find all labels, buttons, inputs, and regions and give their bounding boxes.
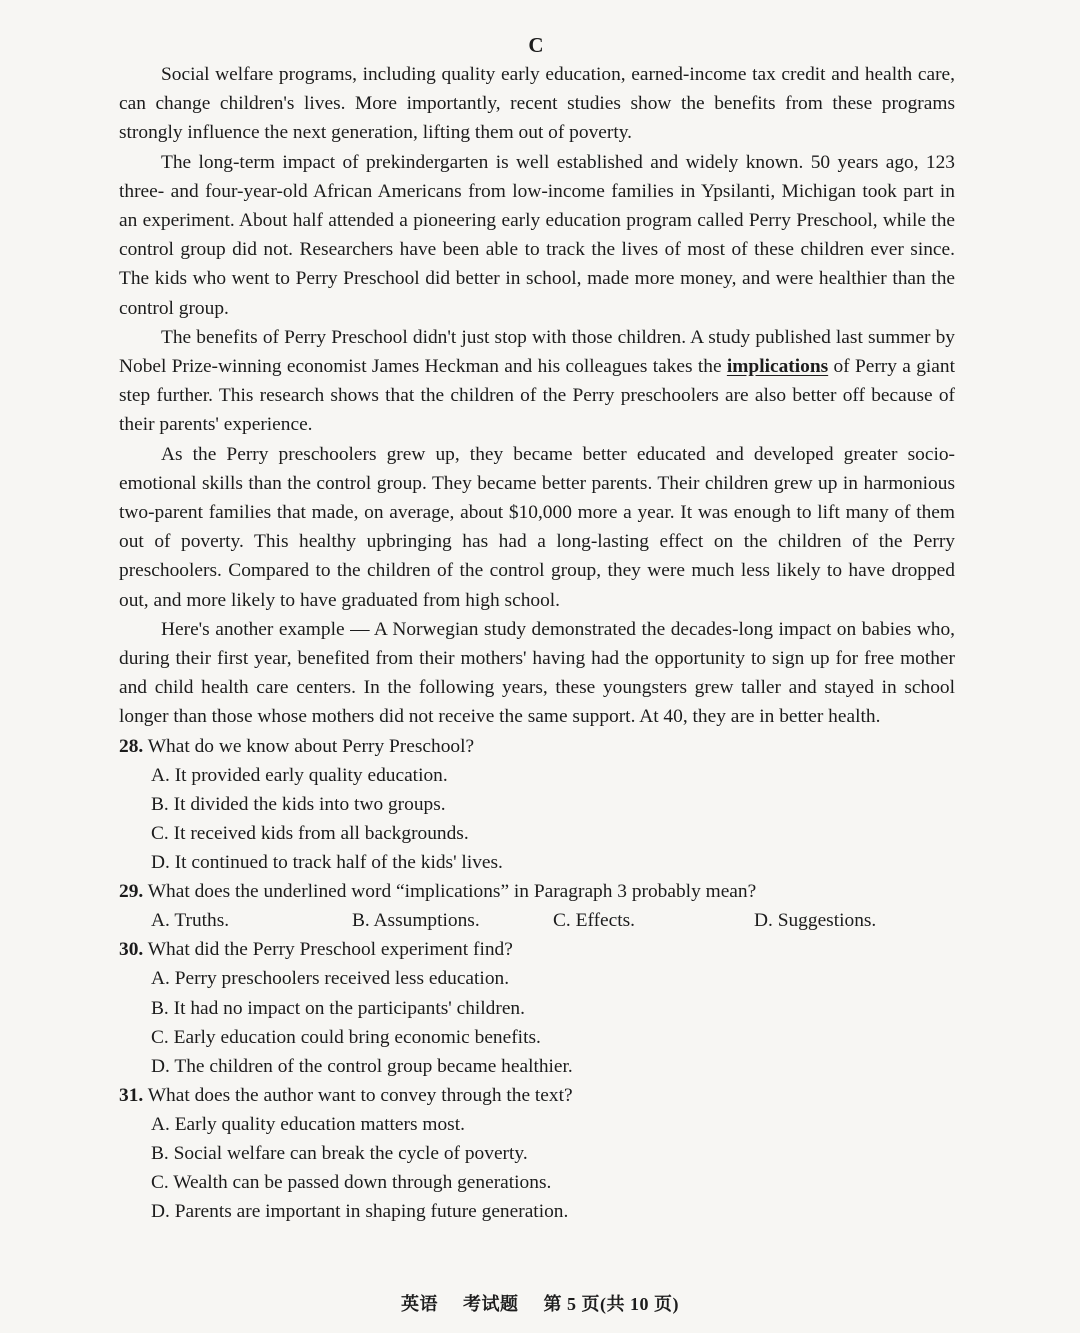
question-stem xyxy=(119,732,955,761)
reading-passage xyxy=(119,60,955,732)
options-row xyxy=(119,906,955,935)
question-28 xyxy=(119,732,955,877)
passage-paragraph-4: As the Perry preschoolers grew up, they became better educated and developed greater socio-emotional skills than the control group. They became better parents. Their children grew up in harmonious two-parent families that made, on average, about $10,000 more a year. It was enough to lift many of them out of poverty. This healthy upbringing has had a long-lasting effect on the children of the Perry preschoolers. Compared to the children of the control group, they were much less likely to have dropped out, and more likely to have graduated from high school. xyxy=(119,443,955,611)
question-30 xyxy=(119,935,955,1080)
question-text: What do we know about Perry Preschool? xyxy=(147,735,475,757)
option-c: C. Early education could bring economic benefits. xyxy=(151,1026,541,1048)
option-a: A. Early quality education matters most. xyxy=(151,1113,465,1135)
question-text: What does the author want to convey through the text? xyxy=(147,1084,573,1106)
option-c: C. It received kids from all backgrounds. xyxy=(151,822,469,844)
option-a: A. Perry preschoolers received less education. xyxy=(151,968,510,990)
question-number: 29. xyxy=(119,881,144,903)
question-stem xyxy=(119,1081,955,1110)
option-d: D. Suggestions. xyxy=(754,910,877,932)
option-d: D. It continued to track half of the kids' lives. xyxy=(151,852,503,874)
passage-paragraph-5: Here's another example — A Norwegian study demonstrated the decades-long impact on babies who, during their first year, benefited from their mothers' having had the opportunity to sign up for free mother and child health care centers. In the following years, these youngsters grew taller and stayed in school longer than those whose mothers did not receive the same support. At 40, they are in better health. xyxy=(119,618,955,728)
section-letter: C xyxy=(528,33,544,57)
question-number: 28. xyxy=(119,735,144,757)
passage-paragraph-3 xyxy=(119,323,955,440)
paragraph-3-text-before: The benefits of Perry Preschool didn't just stop with those children. A study published last summer by Nobel Prize-winning economist James Heckman and his colleagues takes the xyxy=(119,326,955,378)
option-b: B. Social welfare can break the cycle of poverty. xyxy=(151,1142,528,1164)
option-d: D. The children of the control group became healthier. xyxy=(151,1055,573,1077)
option-b: B. It had no impact on the participants' children. xyxy=(151,997,525,1019)
question-number: 30. xyxy=(119,939,144,961)
option-c: C. Effects. xyxy=(553,910,636,932)
question-number: 31. xyxy=(119,1084,144,1106)
question-text: What did the Perry Preschool experiment find? xyxy=(147,939,513,961)
question-29 xyxy=(119,877,955,935)
question-stem xyxy=(119,935,955,964)
question-text: What does the underlined word “implications” in Paragraph 3 probably mean? xyxy=(147,881,757,903)
option-d: D. Parents are important in shaping future generation. xyxy=(151,1201,569,1223)
passage-paragraph-2: The long-term impact of prekindergarten is well established and widely known. 50 years ago, 123 three- and four-year-old African Americans from low-income families in Ypsilanti, Michigan took part in an experiment. About half attended a pioneering early education program called Perry Preschool, while the control group did not. Researchers have been able to track the lives of most of these children ever since. The kids who went to Perry Preschool did better in school, made more money, and were healthier than the control group. xyxy=(119,151,955,319)
question-31 xyxy=(119,1081,955,1226)
footer-subject: 英语 xyxy=(401,1294,438,1314)
exam-page xyxy=(119,30,955,1226)
footer-page-number: 第 5 页(共 10 页) xyxy=(543,1294,679,1314)
question-stem xyxy=(119,877,955,906)
option-a: A. Truths. xyxy=(151,910,230,932)
option-c: C. Wealth can be passed down through generations. xyxy=(151,1172,552,1194)
underlined-word: implications xyxy=(726,356,829,378)
passage-paragraph-1: Social welfare programs, including quality early education, earned-income tax credit and health care, can change children's lives. More importantly, recent studies show the benefits from these programs strongly influence the next generation, lifting them out of poverty. xyxy=(119,64,955,144)
option-a: A. It provided early quality education. xyxy=(151,764,448,786)
option-b: B. Assumptions. xyxy=(352,910,480,932)
page-footer xyxy=(0,1290,1080,1316)
paragraph-3-text-after: of Perry a giant step further. This research shows that the children of the Perry preschoolers are also better off because of their parents' experience. xyxy=(119,356,955,436)
footer-exam-type: 考试题 xyxy=(463,1294,519,1314)
option-b: B. It divided the kids into two groups. xyxy=(151,793,446,815)
